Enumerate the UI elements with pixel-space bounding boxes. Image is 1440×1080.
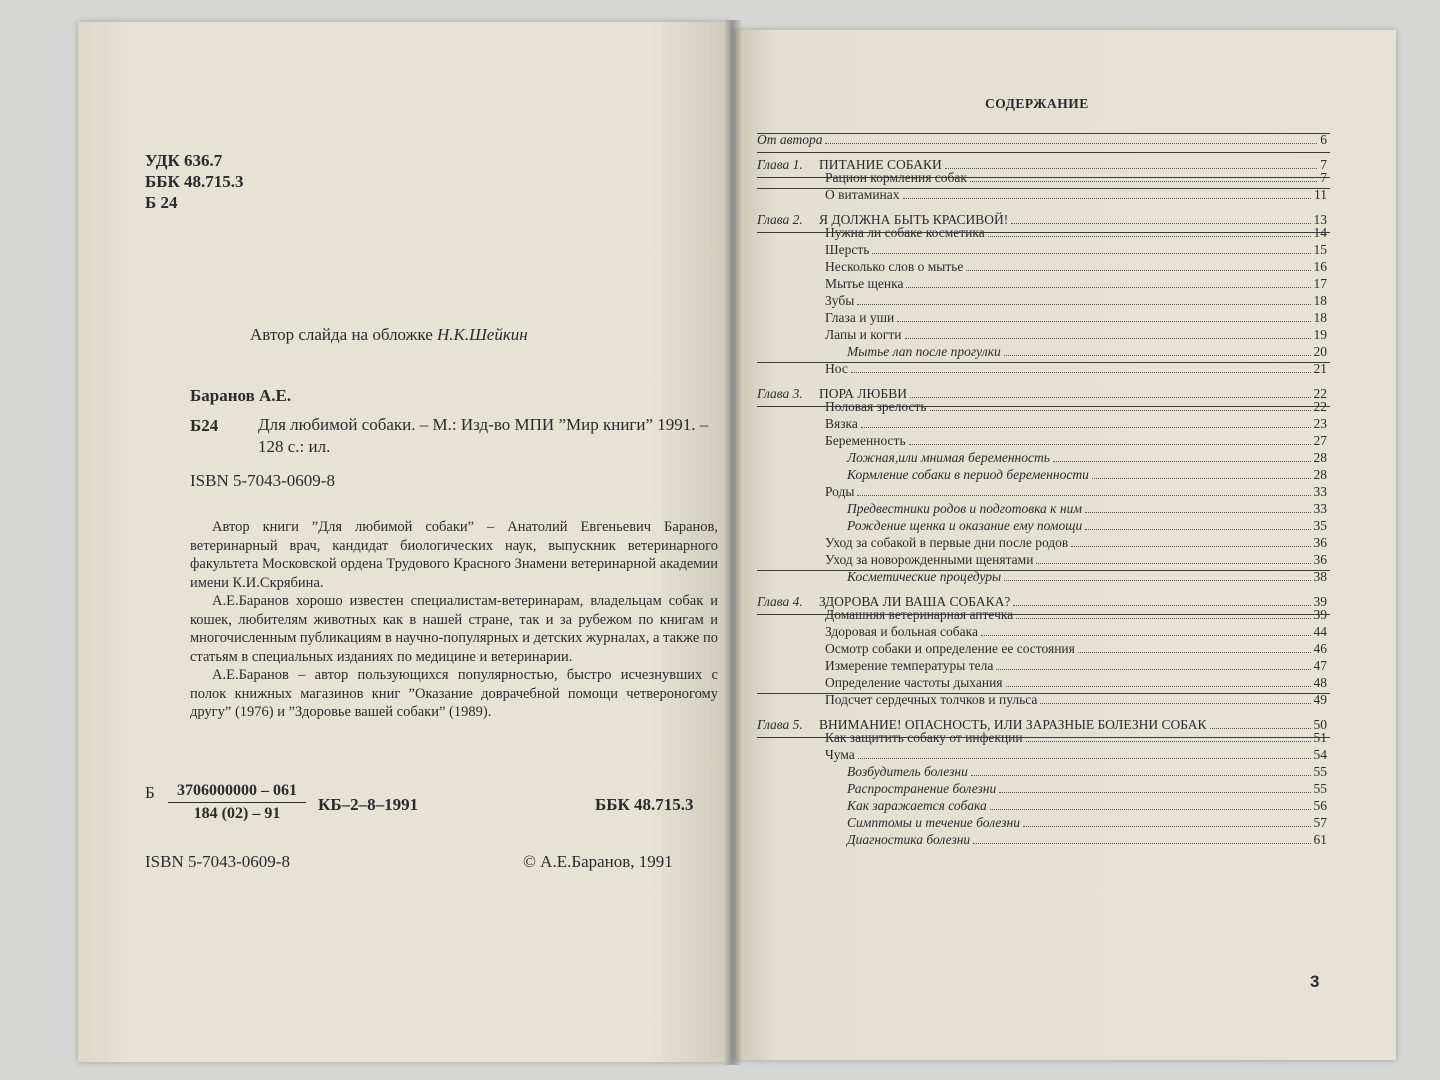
toc-entry-label: Косметические процедуры xyxy=(847,569,1002,584)
toc-leader-dots xyxy=(1078,652,1311,653)
toc-page-number: 22 xyxy=(1313,399,1327,414)
fraction-numerator: 3706000000 – 061 xyxy=(168,782,306,803)
bbk-code: ББК 48.715.3 xyxy=(145,172,244,191)
toc-page-number: 51 xyxy=(1313,730,1327,745)
toc-leader-dots xyxy=(1023,826,1311,827)
toc-leader-dots xyxy=(1040,703,1310,704)
toc-entry xyxy=(757,516,1327,534)
toc-leader-dots xyxy=(971,775,1311,776)
cover-credit-label: Автор слайда на обложке xyxy=(250,325,433,344)
toc-divider xyxy=(757,693,1330,694)
toc-entry-label: Шерсть xyxy=(825,242,870,257)
toc-entry xyxy=(757,240,1327,258)
toc-entry-label: Глаза и уши xyxy=(825,310,895,325)
bib-code: Б24 xyxy=(190,416,219,435)
toc-divider xyxy=(757,188,1330,189)
toc-leader-dots xyxy=(905,338,1311,339)
toc-page-number: 54 xyxy=(1313,747,1327,762)
toc-chapter-title: ПИТАНИЕ СОБАКИ xyxy=(819,157,942,172)
toc-divider xyxy=(757,406,1330,407)
toc-entry xyxy=(757,533,1327,551)
toc-entry-label: Предвестники родов и подготовка к ним xyxy=(847,501,1082,516)
code-letter: Б xyxy=(145,783,155,802)
toc-entry-label: Несколько слов о мытье xyxy=(825,259,964,274)
toc-page-number: 55 xyxy=(1313,764,1327,779)
toc-divider xyxy=(757,570,1330,571)
toc-divider xyxy=(757,152,1330,153)
toc-chapter-number: Глава 5. xyxy=(757,717,803,732)
toc-leader-dots xyxy=(966,270,1310,271)
toc-entry-label: Уход за новорожденными щенятами xyxy=(825,552,1034,567)
toc-leader-dots xyxy=(1053,461,1311,462)
toc-chapter-number: Глава 1. xyxy=(757,157,803,172)
toc-entry-label: Рацион кормления собак xyxy=(825,170,967,185)
toc-entry-label: Возбудитель болезни xyxy=(847,764,968,779)
toc-page-number: 15 xyxy=(1313,242,1327,257)
fraction-denominator: 184 (02) – 91 xyxy=(193,805,281,822)
toc-entry-label: Рождение щенка и оказание ему помощи xyxy=(847,518,1083,533)
toc-leader-dots xyxy=(970,181,1317,182)
toc-leader-dots xyxy=(897,321,1310,322)
toc-chapter-number: Глава 3. xyxy=(757,386,803,401)
toc-page-number: 6 xyxy=(1320,132,1327,147)
toc-page-number: 17 xyxy=(1313,276,1327,291)
toc-entry-label: Лапы и когти xyxy=(825,327,902,342)
toc-divider xyxy=(757,232,1330,233)
toc-entry-label: Осмотр собаки и определение ее состояния xyxy=(825,641,1075,656)
author-heading: Баранов А.Е. xyxy=(190,386,292,405)
toc-entry-label: Мытье щенка xyxy=(825,276,904,291)
toc-entry xyxy=(757,813,1327,831)
toc-chapter-number: Глава 2. xyxy=(757,212,803,227)
toc-entry xyxy=(757,639,1327,657)
toc-page-number: 38 xyxy=(1313,569,1327,584)
toc-entry xyxy=(757,308,1327,326)
toc-page-number: 19 xyxy=(1313,327,1327,342)
toc-page-number: 7 xyxy=(1320,157,1327,172)
toc-page-number: 20 xyxy=(1313,344,1327,359)
toc-page-number: 50 xyxy=(1313,717,1327,732)
annotation-paragraph: Автор книги ”Для любимой собаки” – Анатолий Евгеньевич Баранов, ветеринарный врач, кандидат биологических наук, выпускник ветеринарного факультета Московской ордена Трудового Красного Знамени ветеринарной академии имени К.И.Скрябина. xyxy=(190,519,718,591)
toc-leader-dots xyxy=(858,758,1311,759)
toc-entry-label: Чума xyxy=(825,747,855,762)
toc-entry xyxy=(757,622,1327,640)
toc-entry xyxy=(757,342,1327,360)
toc-entry xyxy=(757,465,1327,483)
bib-description: Для любимой собаки. – М.: Изд-во МПИ ”Мир книги” 1991. – 128 с.: ил. xyxy=(258,415,709,456)
toc-page-number: 35 xyxy=(1313,518,1327,533)
toc-entry-label: Вязка xyxy=(825,416,858,431)
author-mark: Б 24 xyxy=(145,193,178,212)
toc-entry xyxy=(757,656,1327,674)
toc-entry xyxy=(757,762,1327,780)
toc-entry-label: Как защитить собаку от инфекции xyxy=(825,730,1023,745)
toc-leader-dots xyxy=(1036,563,1310,564)
toc-divider xyxy=(757,737,1330,738)
toc-page-number: 18 xyxy=(1313,310,1327,325)
annotation-paragraph: А.Е.Баранов хорошо известен специалистам-ветеринарам, владельцам собак и кошек, любителям животных как в нашей стране, так и за рубежом по книгам и многочисленным публикациям в научно-популярных и детских журналах, а также по статьям в специальных изданиях по медицине и ветеринарии. xyxy=(190,593,718,665)
toc-leader-dots xyxy=(990,809,1311,810)
toc-leader-dots xyxy=(1085,512,1311,513)
toc-page-number: 61 xyxy=(1313,832,1327,847)
toc-entry-label: Нос xyxy=(825,361,848,376)
toc-page-number: 14 xyxy=(1313,225,1327,240)
toc-leader-dots xyxy=(1004,580,1310,581)
toc-leader-dots xyxy=(909,444,1311,445)
toc-page-number: 46 xyxy=(1313,641,1327,656)
kb-code: КБ–2–8–1991 xyxy=(318,795,419,814)
toc-entry xyxy=(757,431,1327,449)
toc-page-number: 33 xyxy=(1313,484,1327,499)
toc-entry-label: Подсчет сердечных толчков и пульса xyxy=(825,692,1038,707)
bbk-bottom: ББК 48.715.3 xyxy=(595,795,694,814)
toc-leader-dots xyxy=(1006,686,1311,687)
toc-entry-label: Уход за собакой в первые дни после родов xyxy=(825,535,1069,550)
toc-entry xyxy=(757,673,1327,691)
annotation-paragraph: А.Е.Баранов – автор пользующихся популярностью, быстро исчезнувших с полок книжных магазинов книг ”Оказание доврачебной помощи четвероногому другу” (1976) и ”Здоровье вашей собаки” (1989). xyxy=(190,667,718,720)
toc-page-number: 21 xyxy=(1313,361,1327,376)
toc-entry-label: Измерение температуры тела xyxy=(825,658,994,673)
toc-page-number: 57 xyxy=(1313,815,1327,830)
toc-entry-label: От автора xyxy=(757,132,823,147)
toc-entry-label: Как заражается собака xyxy=(847,798,987,813)
toc-page-number: 22 xyxy=(1313,386,1327,401)
toc-divider xyxy=(757,362,1330,363)
toc-entry-label: Здоровая и больная собака xyxy=(825,624,979,639)
toc-leader-dots xyxy=(1071,546,1310,547)
toc-entry-label: Ложная,или мнимая беременность xyxy=(847,450,1050,465)
toc-chapter-title: ВНИМАНИЕ! ОПАСНОСТЬ, ИЛИ ЗАРАЗНЫЕ БОЛЕЗНИ СОБАК xyxy=(819,717,1207,732)
toc-leader-dots xyxy=(857,495,1310,496)
toc-leader-dots xyxy=(851,372,1311,373)
toc-page-number: 11 xyxy=(1314,187,1327,202)
toc-page-number: 33 xyxy=(1313,501,1327,516)
toc-page-number: 49 xyxy=(1313,692,1327,707)
toc-page-number: 36 xyxy=(1313,535,1327,550)
toc-chapter-title: ЗДОРОВА ЛИ ВАША СОБАКА? xyxy=(819,594,1011,609)
toc-leader-dots xyxy=(903,198,1311,199)
toc-entry-label: Половая зрелость xyxy=(825,399,927,414)
toc-entry xyxy=(757,745,1327,763)
cover-credit xyxy=(250,325,528,345)
toc-leader-dots xyxy=(930,410,1311,411)
toc-leader-dots xyxy=(825,143,1317,144)
toc-entry xyxy=(757,482,1327,500)
toc-entry-label: Диагностика болезни xyxy=(847,832,971,847)
toc-divider xyxy=(757,614,1330,615)
toc-page-number: 28 xyxy=(1313,450,1327,465)
toc-page-number: 18 xyxy=(1313,293,1327,308)
toc-leader-dots xyxy=(999,792,1310,793)
annotation xyxy=(190,518,718,722)
toc-page-number: 39 xyxy=(1313,607,1327,622)
toc-page-number: 27 xyxy=(1313,433,1327,448)
toc-leader-dots xyxy=(973,843,1310,844)
toc-entry-label: Нужна ли собаке косметика xyxy=(825,225,985,240)
toc-leader-dots xyxy=(1026,741,1311,742)
catalog-fraction xyxy=(168,782,306,823)
book-spine xyxy=(725,20,741,1065)
cover-credit-name: Н.К.Шейкин xyxy=(437,325,528,344)
toc-entry xyxy=(757,550,1327,568)
toc-entry-label: Беременность xyxy=(825,433,906,448)
toc-page-number: 7 xyxy=(1320,170,1327,185)
toc-entry xyxy=(757,448,1327,466)
toc-leader-dots xyxy=(1092,478,1311,479)
toc-divider xyxy=(757,133,1330,134)
toc-entry xyxy=(757,796,1327,814)
toc-page-number: 16 xyxy=(1313,259,1327,274)
toc-leader-dots xyxy=(1016,618,1310,619)
page-number: 3 xyxy=(1310,972,1320,991)
toc-leader-dots xyxy=(906,287,1310,288)
toc-entry-label: Зубы xyxy=(825,293,855,308)
toc-page-number: 28 xyxy=(1313,467,1327,482)
toc-entry-label: Домашняя ветеринарная аптечка xyxy=(825,607,1014,622)
toc-entry xyxy=(757,830,1327,848)
toc-chapter-title: ПОРА ЛЮБВИ xyxy=(819,386,907,401)
toc-entry xyxy=(757,291,1327,309)
toc-leader-dots xyxy=(861,427,1311,428)
toc-chapter-number: Глава 4. xyxy=(757,594,803,609)
toc-leader-dots xyxy=(988,236,1311,237)
toc-page-number: 48 xyxy=(1313,675,1327,690)
toc-leader-dots xyxy=(996,669,1310,670)
toc-title: СОДЕРЖАНИЕ xyxy=(985,96,1089,111)
udk-code: УДК 636.7 xyxy=(145,151,223,170)
toc-entry-label: Мытье лап после прогулки xyxy=(847,344,1001,359)
toc-page-number: 23 xyxy=(1313,416,1327,431)
toc-entry-label: Роды xyxy=(825,484,855,499)
toc-chapter-title: Я ДОЛЖНА БЫТЬ КРАСИВОЙ! xyxy=(819,212,1009,227)
toc-entry-label: Симптомы и течение болезни xyxy=(847,815,1020,830)
toc-entry xyxy=(757,257,1327,275)
toc-entry xyxy=(757,414,1327,432)
toc-page-number: 47 xyxy=(1313,658,1327,673)
isbn: ISBN 5-7043-0609-8 xyxy=(190,471,335,490)
toc-leader-dots xyxy=(1085,529,1310,530)
toc-leader-dots xyxy=(981,635,1310,636)
toc-entry-label: Кормление собаки в период беременности xyxy=(847,467,1089,482)
isbn-bottom: ISBN 5-7043-0609-8 xyxy=(145,852,290,871)
toc-entry-label: О витаминах xyxy=(825,187,900,202)
toc-entry xyxy=(757,499,1327,517)
toc-entry xyxy=(757,274,1327,292)
copyright: © А.Е.Баранов, 1991 xyxy=(523,852,673,871)
classification-block xyxy=(145,150,244,213)
toc-page-number: 36 xyxy=(1313,552,1327,567)
toc-leader-dots xyxy=(857,304,1310,305)
toc-entry-label: Определение частоты дыхания xyxy=(825,675,1003,690)
toc-leader-dots xyxy=(872,253,1310,254)
toc-divider xyxy=(757,177,1330,178)
toc-page-number: 55 xyxy=(1313,781,1327,796)
toc-leader-dots xyxy=(1004,355,1311,356)
toc-page-number: 44 xyxy=(1313,624,1327,639)
toc-page-number: 56 xyxy=(1313,798,1327,813)
toc-entry-label: Распространение болезни xyxy=(847,781,997,796)
toc-entry xyxy=(757,325,1327,343)
toc-page-number: 13 xyxy=(1313,212,1327,227)
toc-entry xyxy=(757,779,1327,797)
toc-page-number: 39 xyxy=(1313,594,1327,609)
